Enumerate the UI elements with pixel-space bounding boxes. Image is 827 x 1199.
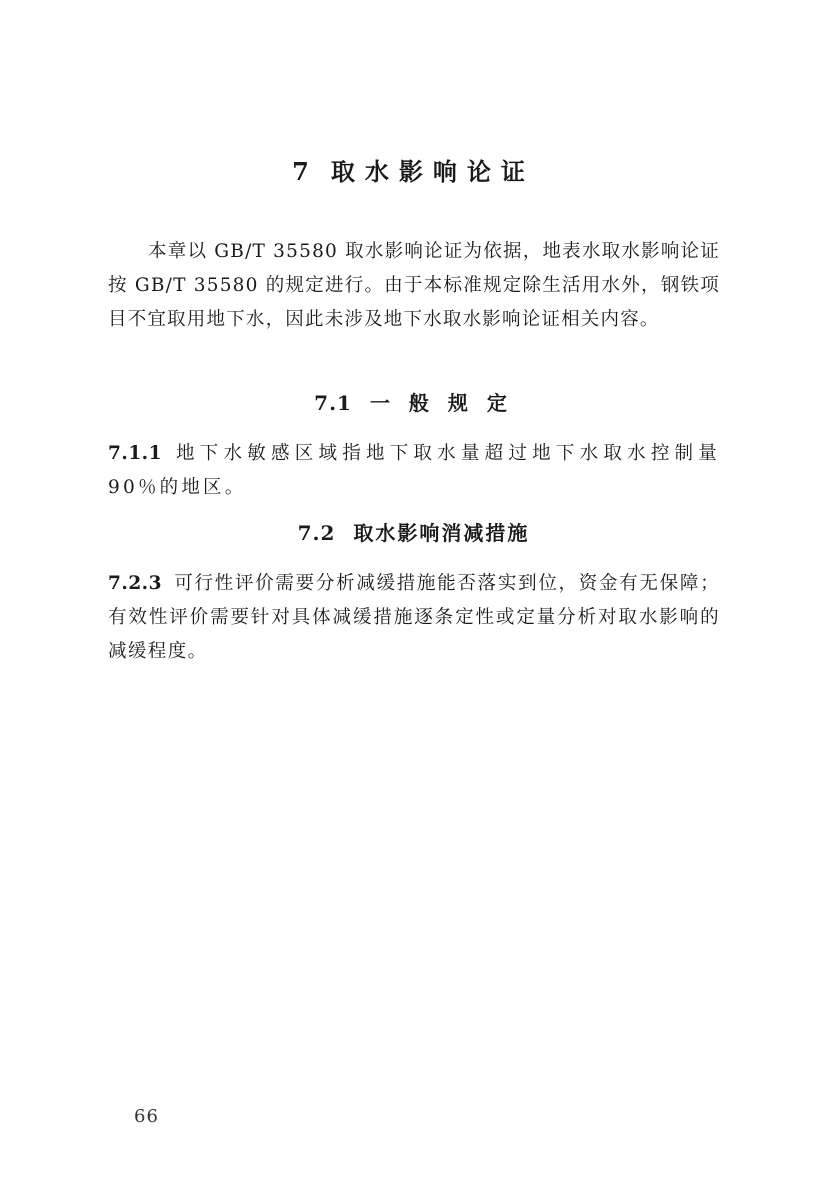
clause-text: 地下水敏感区域指地下取水量超过地下水取水控制量 90％的地区。 xyxy=(108,443,720,498)
clause-7-2-3 xyxy=(108,567,720,669)
intro-paragraph: 本章以 GB/T 35580 取水影响论证为依据，地表水取水影响论证按 GB/T 35580 的规定进行。由于本标准规定除生活用水外，钢铁项目不宜取用地下水，因此未涉及地下水取水影响论证相关内容。 xyxy=(108,241,720,330)
section-title: 取水影响消减措施 xyxy=(353,521,530,545)
chapter-title-text: 取水影响论证 xyxy=(330,157,535,186)
clause-number: 7.1.1 xyxy=(108,443,162,464)
section-heading-7-2 xyxy=(0,518,827,548)
chapter-title xyxy=(0,154,827,190)
section-heading-7-1 xyxy=(0,388,827,418)
clause-7-1-1 xyxy=(108,437,720,505)
section-number: 7.2 xyxy=(297,521,336,545)
clause-text: 可行性评价需要分析减缓措施能否落实到位，资金有无保障；有效性评价需要针对具体减缓措施逐条定性或定量分析对取水影响的减缓程度。 xyxy=(108,573,720,662)
page-number: 66 xyxy=(134,1106,159,1127)
clause-number: 7.2.3 xyxy=(108,573,162,594)
chapter-number: 7 xyxy=(292,157,309,186)
section-number: 7.1 xyxy=(314,391,352,415)
section-title: 一 般 规 定 xyxy=(369,391,513,415)
